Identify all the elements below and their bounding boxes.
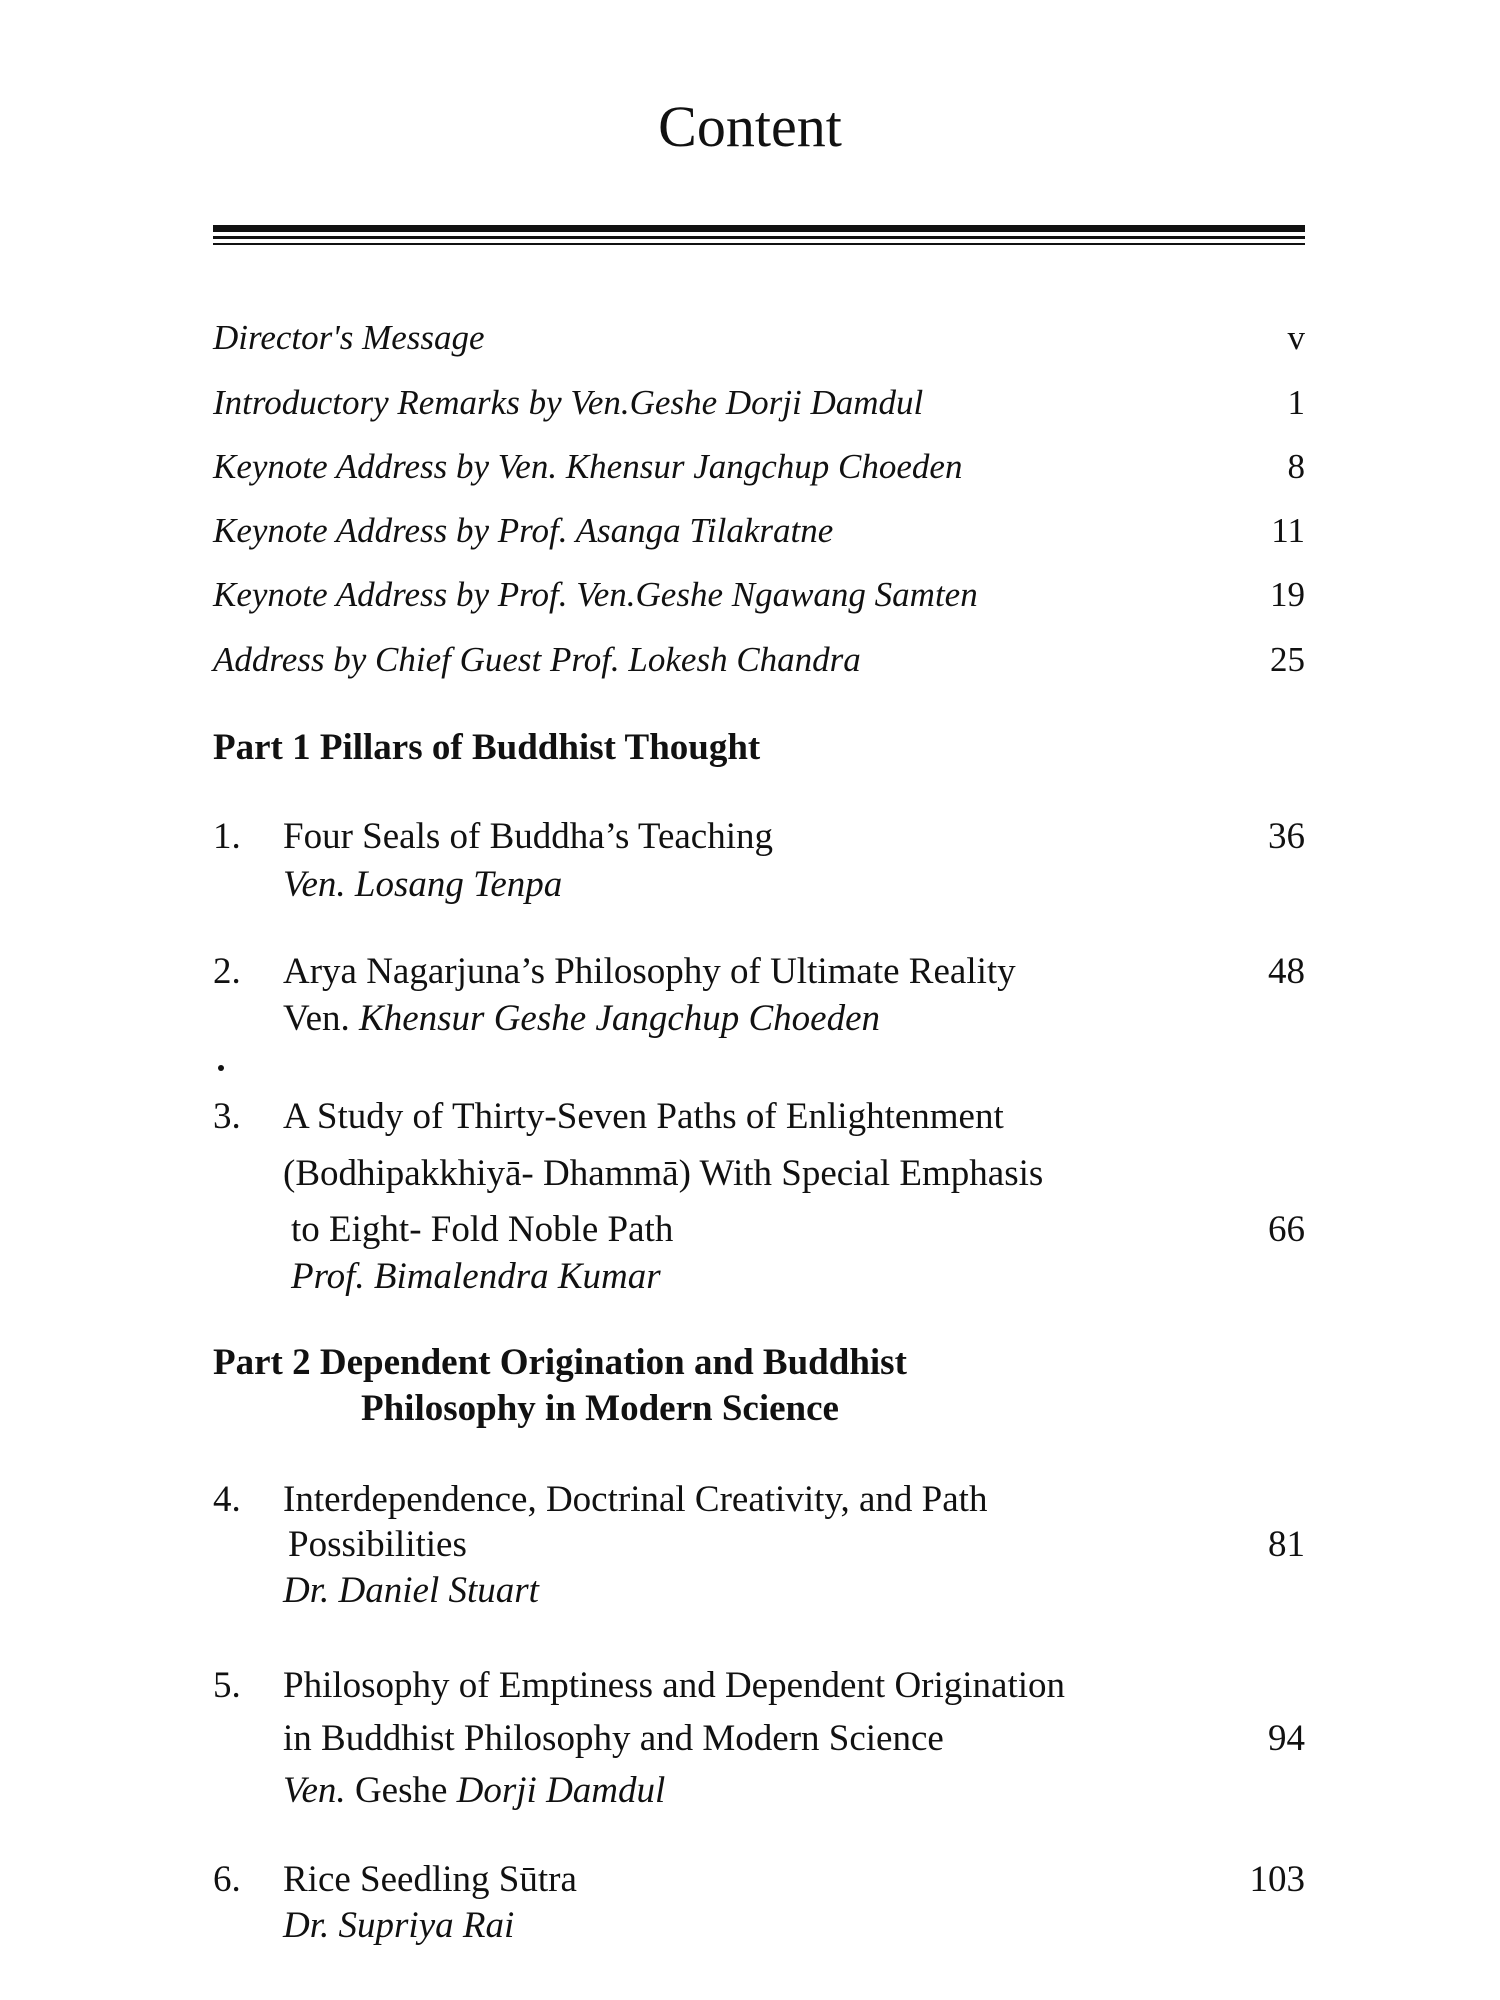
title-rule [213, 243, 1305, 245]
toc-entry-keynote-samten[interactable] [213, 572, 1305, 618]
entry-title: Director's Message [213, 318, 485, 357]
author-first: Ven. [283, 1770, 346, 1811]
chapter-number: 2. [213, 951, 241, 992]
chapter-title-line-1: A Study of Thirty-Seven Paths of Enlightenment [283, 1096, 1004, 1137]
chapter-title-line-2: (Bodhipakkhiyā- Dhammā) With Special Emphasis [283, 1153, 1044, 1194]
toc-entry-directors-message[interactable] [213, 315, 1305, 361]
chapter-author: Prof. Bimalendra Kumar [291, 1256, 661, 1297]
page-number: 66 [1268, 1209, 1305, 1250]
page-number: 36 [1268, 816, 1305, 857]
part-title-line-1: Dependent Origination and Buddhist [319, 1342, 907, 1383]
author-prefix: Ven. [283, 998, 350, 1039]
page-number: 8 [1287, 447, 1305, 486]
entry-title: Keynote Address by Prof. Ven.Geshe Ngawang Samten [213, 575, 978, 614]
part-title: Pillars of Buddhist Thought [319, 727, 761, 768]
chapter-number: 4. [213, 1479, 241, 1520]
entry-title: Address by Chief Guest Prof. Lokesh Chandra [213, 640, 861, 679]
page-number: 48 [1268, 951, 1305, 992]
chapter-author: Dr. Daniel Stuart [283, 1570, 539, 1611]
chapter-number: 6. [213, 1859, 241, 1900]
entry-title: Introductory Remarks by Ven.Geshe Dorji Damdul [213, 383, 924, 422]
toc-entry-chief-guest[interactable] [213, 637, 1305, 683]
page-number: 19 [1270, 575, 1305, 614]
part-label: Part 2 [213, 1342, 311, 1383]
chapter-number: 3. [213, 1096, 241, 1137]
part-heading-1 [213, 725, 1305, 771]
chapter-author: Ven. Losang Tenpa [283, 864, 563, 905]
page-number: 25 [1270, 640, 1305, 679]
toc-entry-introductory-remarks[interactable] [213, 380, 1305, 426]
chapter-author [283, 997, 880, 1040]
chapter-title-line-1: Philosophy of Emptiness and Dependent Origination [283, 1665, 1066, 1706]
title-rule [213, 225, 1305, 232]
chapter-title-line-2: Possibilities [288, 1524, 467, 1565]
title-rule [213, 236, 1305, 239]
chapter-title-line-1: Interdependence, Doctrinal Creativity, and Path [283, 1479, 988, 1520]
page-number: 81 [1268, 1524, 1305, 1565]
part-title-line-2: Philosophy in Modern Science [361, 1388, 839, 1429]
entry-title: Keynote Address by Ven. Khensur Jangchup Choeden [213, 447, 963, 486]
page-number: 11 [1271, 511, 1305, 550]
page-number: 1 [1287, 383, 1305, 422]
stray-dot [218, 1065, 224, 1071]
toc-entry-keynote-choeden[interactable] [213, 444, 1305, 490]
page-number: 94 [1268, 1718, 1305, 1759]
page-title: Content [658, 94, 842, 159]
author-name: Khensur Geshe Jangchup Choeden [359, 998, 881, 1039]
chapter-title-line-3: to Eight- Fold Noble Path [291, 1209, 674, 1250]
page-number: 103 [1249, 1859, 1305, 1900]
part-heading-2 [213, 1340, 1305, 1429]
chapter-number: 5. [213, 1665, 241, 1706]
page-number: v [1287, 318, 1305, 357]
chapter-author: Dr. Supriya Rai [283, 1905, 515, 1946]
toc-entry-keynote-tilakratne[interactable] [213, 508, 1305, 554]
chapter-author [283, 1769, 665, 1812]
chapter-title: Four Seals of Buddha’s Teaching [283, 816, 773, 857]
chapter-title-line-2: in Buddhist Philosophy and Modern Science [283, 1718, 944, 1759]
author-mid: Geshe [354, 1770, 448, 1811]
author-last: Dorji Damdul [456, 1770, 666, 1811]
chapter-title: Rice Seedling Sūtra [283, 1859, 577, 1900]
chapter-title: Arya Nagarjuna’s Philosophy of Ultimate Reality [283, 951, 1016, 992]
entry-title: Keynote Address by Prof. Asanga Tilakratne [213, 511, 834, 550]
chapter-number: 1. [213, 816, 241, 857]
part-label: Part 1 [213, 727, 311, 768]
